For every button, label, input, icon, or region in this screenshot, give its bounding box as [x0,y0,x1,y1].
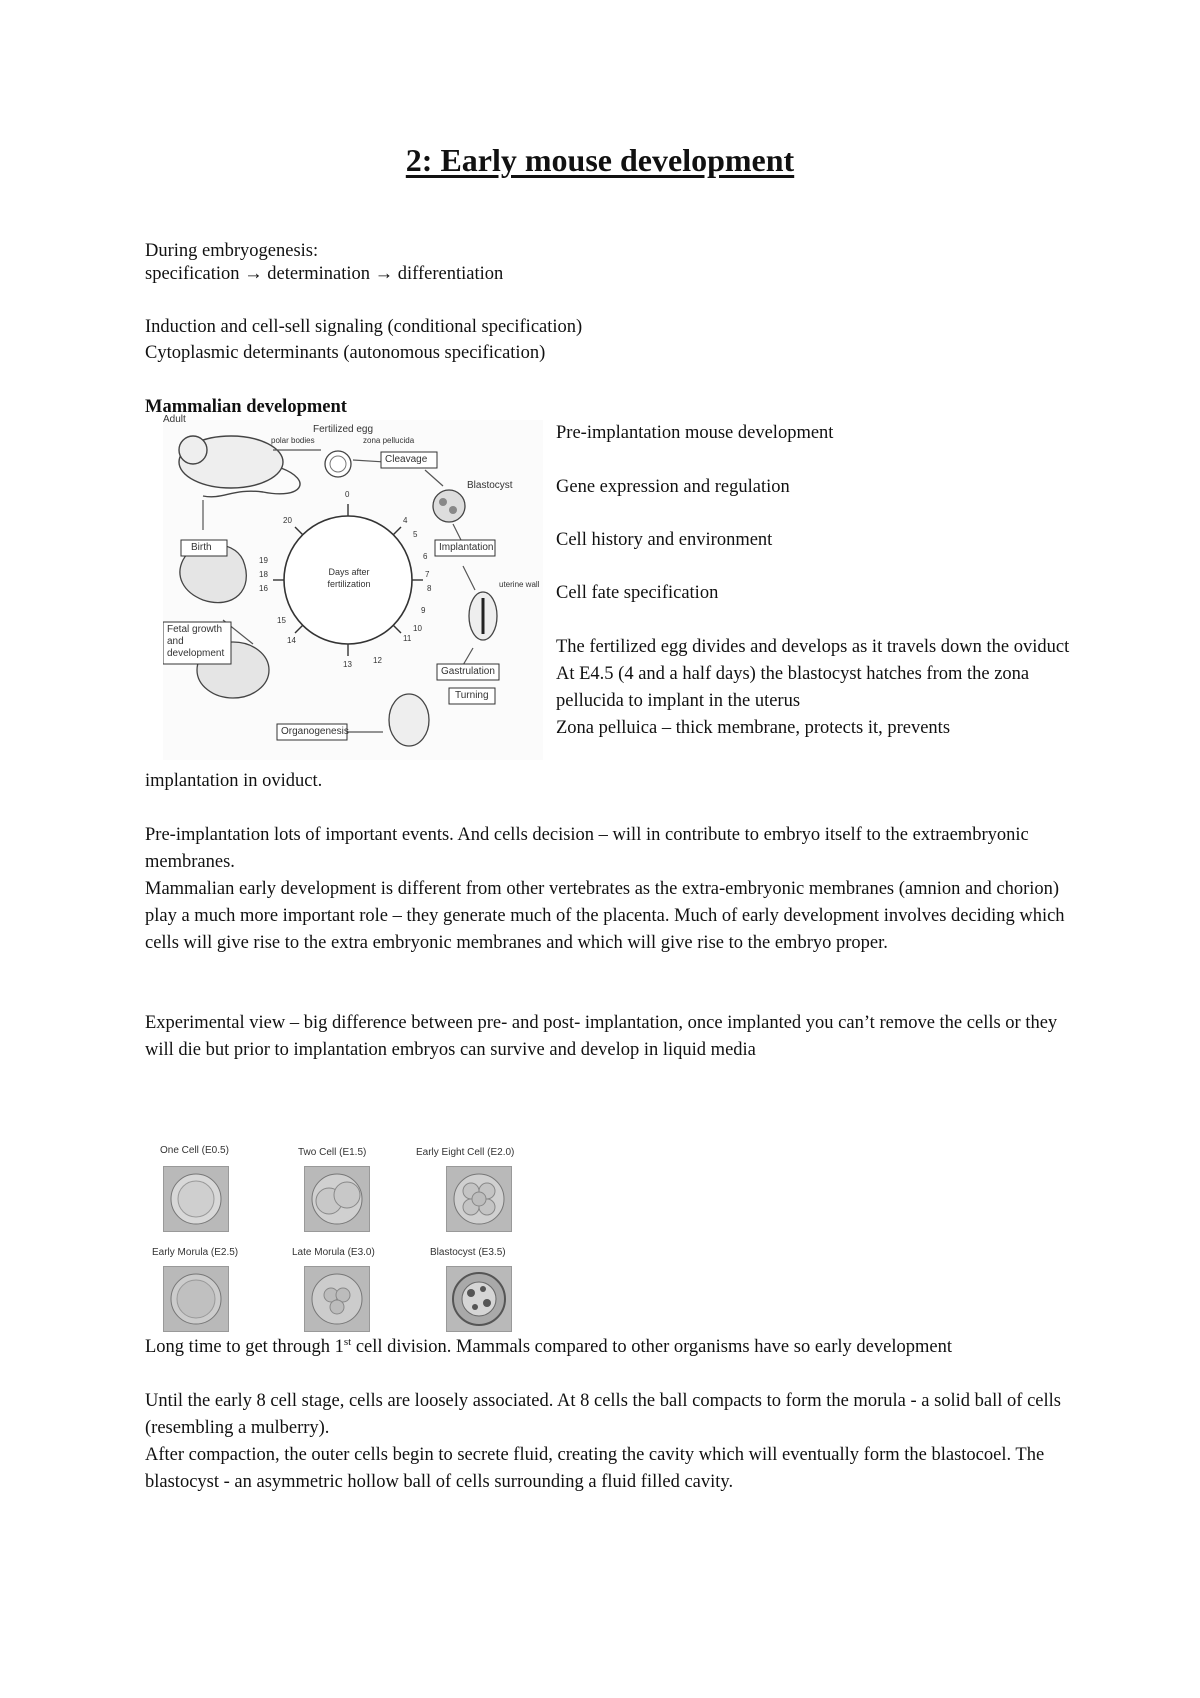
embryo-one-cell-image [163,1166,229,1232]
day-tick-7: 7 [425,570,430,579]
section-heading: Mammalian development [145,397,347,417]
arrow-icon: → [244,264,263,284]
day-tick-11: 11 [403,634,412,643]
label-turning: Turning [455,690,489,701]
label-gastrulation: Gastrulation [441,666,495,677]
stage-label-late-morula: Late Morula (E3.0) [292,1247,375,1258]
side-paragraph [556,634,1076,742]
embryo-two-cell-image [304,1166,370,1232]
side-item: Gene expression and regulation [556,477,790,497]
day-tick-18: 18 [259,570,268,579]
label-polar-bodies: polar bodies [271,436,315,445]
day-tick-6: 6 [423,552,428,561]
step-differentiation: differentiation [397,264,504,284]
side-para-line: At E4.5 (4 and a half days) the blastocyst hatches from the zona pellucida to implant in the uterus [556,664,1030,711]
paragraph-compaction: Until the early 8 cell stage, cells are loosely associated. At 8 cells the ball compacts to form the morula - a solid ball of cells (resembling a mulberry). [145,1391,1061,1438]
day-tick-8: 8 [427,584,432,593]
label-fetal-growth: Fetal growth and development [167,624,225,659]
ordinal-superscript: st [343,1335,352,1348]
stage-label-early-morula: Early Morula (E2.5) [152,1247,239,1258]
side-item: Cell fate specification [556,583,719,603]
day-tick-13: 13 [343,660,352,669]
stage-label-one-cell: One Cell (E0.5) [160,1145,229,1156]
stage-label-eight-cell: Early Eight Cell (E2.0) [416,1147,515,1158]
first-division-text: Long time to get through 1 [145,1337,344,1357]
day-tick-4: 4 [403,516,408,525]
day-tick-20: 20 [283,516,292,525]
label-adult: Adult [163,414,186,425]
step-specification: specification [145,264,240,284]
stage-label-blastocyst: Blastocyst (E3.5) [430,1247,506,1258]
label-blastocyst: Blastocyst [467,480,513,491]
label-days-after-fertilization: Days after fertilization [327,567,371,589]
day-tick-14: 14 [287,636,296,645]
side-item: Cell history and environment [556,530,773,550]
paragraph-experimental: Experimental view – big difference between pre- and post- implantation, once implanted you can’t remove the cells or they will die but prior to implantation embryos can survive and develop in liquid media [145,1013,1058,1060]
label-uterine-wall: uterine wall [499,580,540,589]
cytoplasmic-line: Cytoplasmic determinants (autonomous specification) [145,343,546,363]
side-para-line: Zona pelluica – thick membrane, protects it, prevents [556,718,951,738]
label-zona: zona pellucida [363,436,415,445]
intro-line: During embryogenesis: [145,241,319,261]
induction-line: Induction and cell-sell signaling (conditional specification) [145,317,583,337]
day-tick-0: 0 [345,490,350,499]
paragraph-preimplantation: Pre-implantation lots of important events. And cells decision – will in contribute to embryo itself to the extraembryonic membranes. [145,825,1029,872]
day-tick-15: 15 [277,616,286,625]
stage-label-two-cell: Two Cell (E1.5) [298,1147,367,1158]
life-cycle-diagram [163,420,543,760]
arrow-icon: → [374,264,394,284]
paragraph-mammalian-early: Mammalian early development is different from other vertebrates as the extra-embryonic membranes (amnion and chorion) play a much more important role – they generate much of the placenta. Much of early development involves deciding which cells will give rise to the extra embryonic membranes and which will give rise to the embryo proper. [145,879,1065,953]
label-cleavage: Cleavage [385,454,428,465]
day-tick-12: 12 [373,656,382,665]
side-para-line: The fertilized egg divides and develops as it travels down the oviduct [556,637,1070,657]
process-line [145,261,503,288]
page-title: 2: Early mouse development [405,142,795,178]
day-tick-10: 10 [413,624,422,633]
day-tick-9: 9 [421,606,426,615]
paragraph-blastocoel: After compaction, the outer cells begin to secrete fluid, creating the cavity which will eventually form the blastocoel. The blastocyst - an asymmetric hollow ball of cells surrounding a fluid filled cavity. [145,1445,1045,1492]
day-tick-19: 19 [259,556,268,565]
step-determination: determination [267,264,371,284]
embryo-early-morula-image [163,1266,229,1332]
embryo-eight-cell-image [446,1166,512,1232]
label-implantation: Implantation [439,542,494,553]
side-item: Pre-implantation mouse development [556,423,834,443]
day-tick-5: 5 [413,530,418,539]
continuation-line: implantation in oviduct. [145,771,323,791]
first-division-text-cont: cell division. Mammals compared to other organisms have so early development [351,1337,952,1357]
label-organogenesis: Organogenesis [281,726,349,737]
label-birth: Birth [191,542,212,553]
embryo-blastocyst-image [446,1266,512,1332]
day-tick-16: 16 [259,584,268,593]
label-fertilized-egg: Fertilized egg [313,424,374,435]
paragraph-first-division [145,1334,1075,1361]
embryo-late-morula-image [304,1266,370,1332]
mouse-life-cycle-figure [163,414,543,760]
